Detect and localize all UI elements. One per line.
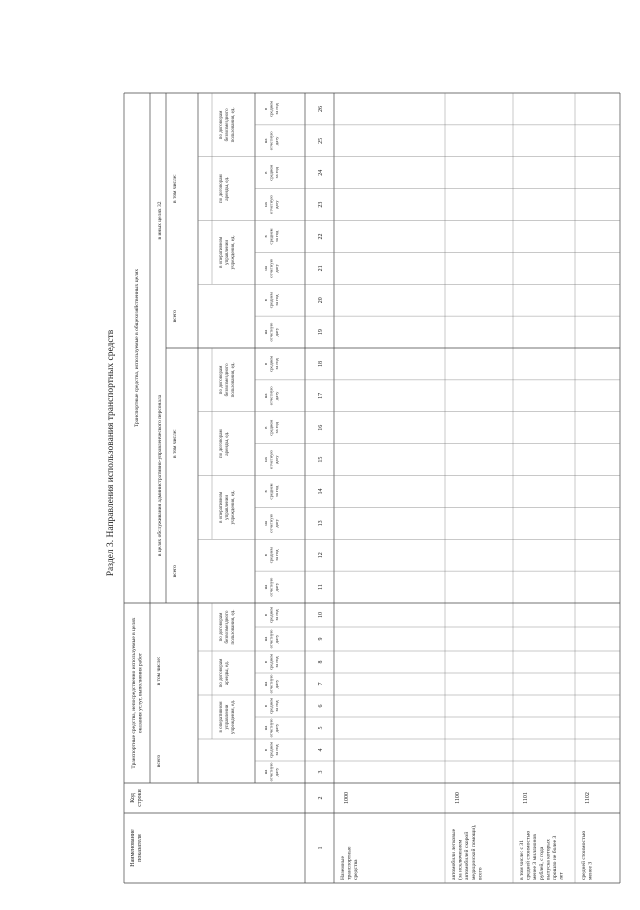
usage-table [124, 93, 620, 883]
column-number: 19 [318, 329, 324, 336]
header-period: наотчетнуюдату [263, 718, 279, 738]
column-number: 16 [318, 424, 324, 431]
row-name: в том числе: с 31средней стоимостьюменее 3 миллионоврублей, с годавыпуска которыхпрошло не более 3лет [519, 830, 565, 880]
row-name: Наземныетранспортныесредства [340, 846, 360, 880]
header-period: всреднемза год [263, 164, 279, 181]
row-code: 1102 [585, 792, 591, 804]
header-period: всреднемза год [263, 100, 279, 117]
column-number: 1 [318, 846, 324, 850]
header-period: всреднемза год [263, 483, 279, 500]
header-row-code: Кодстроки [130, 789, 144, 807]
header-period: всреднемза год [263, 653, 279, 671]
column-number: 14 [318, 488, 324, 495]
header-period: всреднемза год [263, 697, 279, 715]
header-total: всего [172, 564, 178, 578]
header-period: всреднемза год [263, 419, 279, 436]
row-name: средней стоимостьюменее 3 [581, 830, 594, 880]
column-number: 3 [318, 770, 324, 774]
header-period: всреднемза год [263, 547, 279, 564]
column-number: 21 [318, 265, 324, 272]
header-period: всреднемза год [263, 228, 279, 245]
header-group-a: Транспортные средства, непосредственно используемые в целяхоказания услуг, выполнения работ [131, 617, 144, 769]
header-total: всего [172, 309, 178, 323]
column-number: 20 [318, 297, 324, 304]
header-period: всреднемза год [263, 606, 279, 624]
column-number: 7 [318, 682, 324, 686]
header-row-name: Наименованиепоказателя [130, 829, 144, 867]
header-group-b: Транспортные средства, используемые в общехозяйственных целях [134, 268, 140, 428]
column-number: 6 [318, 704, 324, 708]
header-period: наотчетнуюдату [263, 762, 279, 782]
header-kind: по договорамаренды, ед. [219, 429, 230, 458]
header-period: наотчетнуюдату [263, 258, 279, 278]
column-number: 2 [318, 796, 324, 800]
header-sub-other: в иных целях 32 [157, 201, 163, 240]
header-period: наотчетнуюдату [263, 513, 279, 533]
header-period: наотчетнуюдату [263, 674, 279, 694]
header-period: наотчетнуюдату [263, 450, 279, 469]
column-number: 23 [318, 201, 324, 208]
header-kind: по договорамаренды, ед. [219, 658, 230, 688]
column-number: 22 [318, 233, 324, 240]
header-period: наотчетнуюдату [263, 131, 279, 151]
header-incl: в том числе: [156, 656, 162, 686]
column-number: 5 [318, 726, 324, 730]
header-period: всреднемза год [263, 355, 279, 372]
header-total: всего [156, 754, 162, 768]
column-number: 17 [318, 392, 324, 399]
header-kind: по договорамбезвозмездногопользования, ед. [219, 609, 236, 645]
row-name: автомобили легковые(за исключениемавтомобилей скороймедицинской помощи),всего [451, 824, 484, 880]
header-period: наотчетнуюдату [263, 577, 279, 597]
header-kind: в оперативномуправленииучреждения, ед. [219, 235, 236, 270]
header-period: наотчетнуюдату [263, 322, 279, 342]
header-period: всреднемза год [263, 741, 279, 759]
column-number: 13 [318, 520, 324, 527]
header-period: наотчетнуюдату [263, 629, 279, 649]
column-number: 15 [318, 456, 324, 463]
row-code: 1101 [523, 792, 529, 804]
column-number: 11 [318, 584, 324, 590]
column-number: 24 [318, 169, 324, 176]
section-title: Раздел 3. Направления использования транспортных средств [106, 329, 116, 577]
header-period: всреднемза год [263, 292, 279, 309]
header-kind: по договорамаренды, ед. [219, 174, 230, 203]
header-incl: в том числе: [172, 429, 178, 458]
header-kind: в оперативномуправленииучреждения, ед. [219, 699, 236, 735]
header-period: наотчетнуюдату [263, 195, 279, 214]
header-period: наотчетнуюдату [263, 386, 279, 406]
column-number: 4 [318, 748, 324, 752]
row-code: 1100 [455, 792, 461, 804]
header-kind: по договорамбезвозмездногопользования, ед. [219, 107, 236, 143]
column-number: 9 [318, 637, 324, 641]
column-number: 25 [318, 137, 324, 144]
header-incl: в том числе: [172, 174, 178, 203]
row-code: 1000 [344, 792, 350, 804]
column-number: 8 [318, 660, 324, 664]
column-number: 26 [318, 105, 324, 112]
header-kind: в оперативномуправленииучреждения, ед. [219, 490, 236, 525]
column-number: 10 [318, 612, 324, 618]
column-number: 12 [318, 552, 324, 559]
header-sub-admin: в целях обслуживания административно-управленческого персонала [157, 394, 163, 557]
column-number: 18 [318, 360, 324, 367]
header-kind: по договорамбезвозмездногопользования, ед. [219, 362, 236, 398]
